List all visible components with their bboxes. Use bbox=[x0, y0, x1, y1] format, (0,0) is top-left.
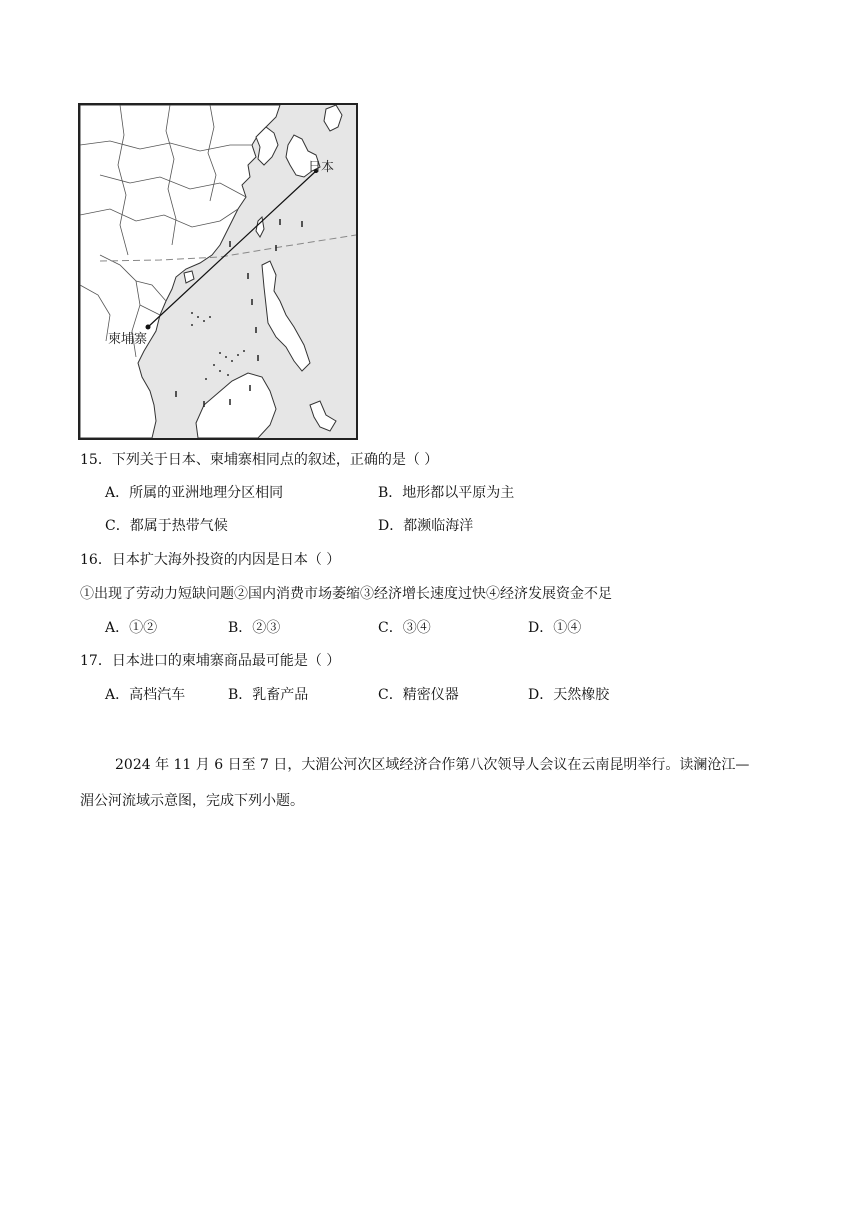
east-asia-map bbox=[78, 103, 358, 440]
question-16-option-c: C．③④ bbox=[378, 620, 431, 636]
question-16-option-d: D．①④ bbox=[528, 620, 582, 636]
question-17-option-c: C．精密仪器 bbox=[378, 687, 459, 703]
map-label-cambodia: 柬埔寨 bbox=[108, 332, 148, 347]
question-17-option-d: D．天然橡胶 bbox=[528, 687, 610, 703]
question-15-option-a: A．所属的亚洲地理分区相同 bbox=[105, 485, 284, 501]
question-17-stem: 17．日本进口的柬埔寨商品最可能是（ ） bbox=[80, 653, 341, 669]
question-16-option-a: A．①② bbox=[105, 620, 158, 636]
question-16-stem: 16．日本扩大海外投资的内因是日本（ ） bbox=[80, 552, 341, 568]
map-label-japan: 日本 bbox=[308, 160, 335, 175]
question-15-stem: 15．下列关于日本、柬埔寨相同点的叙述，正确的是（ ） bbox=[80, 452, 439, 468]
passage-line-2: 湄公河流域示意图，完成下列小题。 bbox=[80, 793, 304, 809]
question-17-option-a: A．高档汽车 bbox=[105, 687, 186, 703]
question-15-option-b: B．地形都以平原为主 bbox=[378, 485, 515, 501]
passage-line-1: 2024 年 11 月 6 日至 7 日，大湄公河次区域经济合作第八次领导人会议在云南昆明举行。读澜沧江— bbox=[115, 757, 750, 773]
question-16-statements: ①出现了劳动力短缺问题②国内消费市场萎缩③经济增长速度过快④经济发展资金不足 bbox=[80, 586, 612, 602]
cambodia-marker bbox=[146, 325, 151, 330]
question-17-option-b: B．乳畜产品 bbox=[228, 687, 309, 703]
question-15-option-c: C．都属于热带气候 bbox=[105, 518, 228, 534]
question-15-option-d: D．都濒临海洋 bbox=[378, 518, 474, 534]
question-16-option-b: B．②③ bbox=[228, 620, 281, 636]
map-graphic bbox=[80, 105, 356, 438]
